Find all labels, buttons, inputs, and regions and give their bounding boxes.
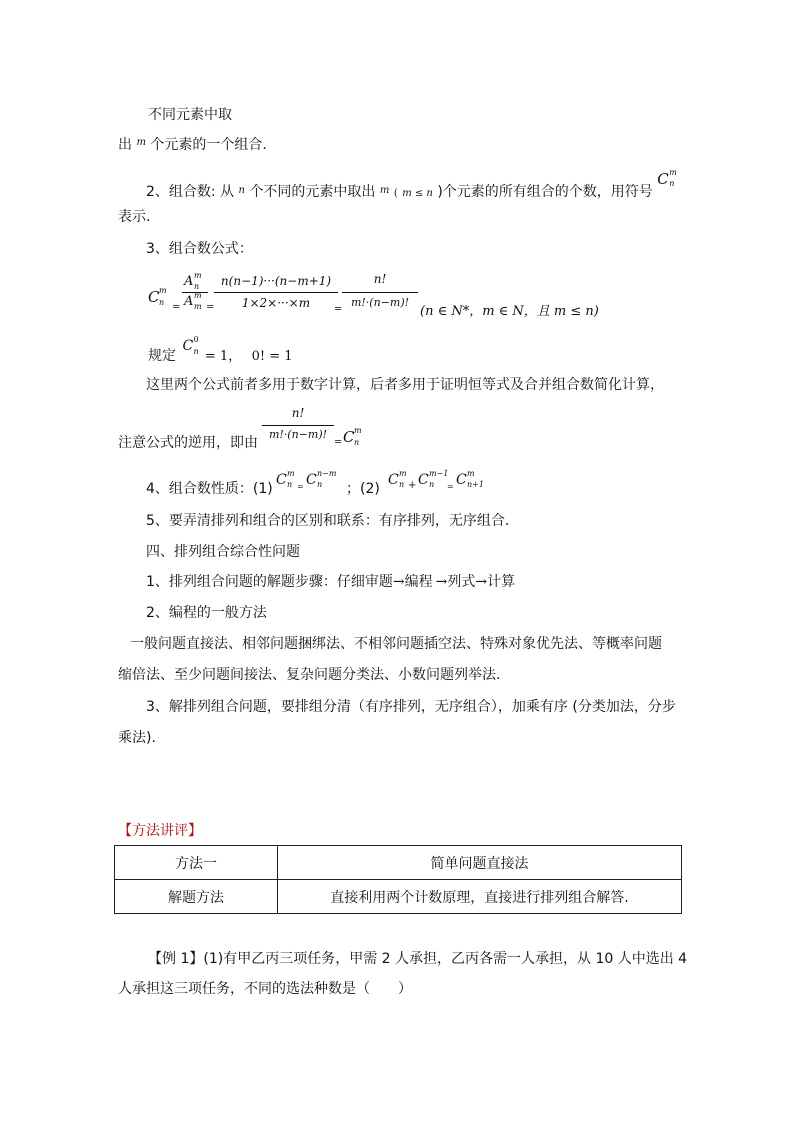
fraction-bar: [342, 292, 418, 293]
text-line: 缩倍法、至少问题间接法、复杂问题分类法、小数问题列举法.: [118, 667, 501, 683]
math-n: n: [238, 185, 245, 196]
domain-condition: (n ∈ N*，m ∈ N，且 m ≤ n): [420, 304, 599, 319]
text-span: 个元素的一个组合.: [150, 137, 267, 153]
math-sup: m: [399, 469, 407, 478]
fraction-bar: [214, 292, 338, 293]
math-sup: m: [194, 291, 202, 300]
text-span: 计算: [487, 574, 516, 590]
math-sup: m: [287, 469, 295, 478]
combination-symbol: [276, 469, 298, 494]
text-line: 4、组合数性质：(1): [146, 481, 273, 497]
text-line: 乘法).: [118, 730, 156, 746]
text-line: [146, 571, 515, 591]
arrow-icon: →: [435, 574, 448, 590]
math-sub: n: [669, 179, 675, 188]
math-m: m: [379, 185, 390, 196]
frac-num: n(n−1)···(n−m+1): [220, 274, 332, 288]
math-sub: n: [287, 480, 293, 489]
rule-value: = 1，: [204, 349, 242, 364]
math-sup: m: [194, 271, 202, 280]
text-line: 一般问题直接法、相邻问题捆绑法、不相邻问题插空法、特殊对象优先法、等概率问题: [130, 636, 662, 652]
combination-symbol: C m n+1: [456, 469, 484, 489]
arrow-icon: →: [475, 574, 488, 590]
math-C: C: [306, 472, 317, 488]
math-C: C: [343, 428, 355, 446]
math-C: C: [148, 288, 160, 306]
text-span: 规定: [148, 348, 176, 364]
combination-symbol: [657, 168, 681, 196]
table-cell: 解题方法: [115, 880, 278, 914]
fraction-bar: [262, 425, 334, 426]
text-span: 个不同的元素中取出: [249, 184, 376, 200]
equals: =: [297, 482, 304, 491]
equals: =: [206, 302, 215, 313]
math-sub: n: [194, 282, 200, 291]
math-A: A: [184, 294, 194, 309]
equals: =: [447, 482, 454, 491]
method-heading: 【方法讲评】: [118, 823, 202, 839]
combination-symbol: [388, 469, 410, 494]
math-sup: m: [159, 286, 167, 295]
math-sup: m: [467, 469, 475, 478]
math-cond: m ≤ n: [402, 188, 433, 199]
math-sup: m: [354, 426, 362, 435]
equals: =: [172, 302, 181, 313]
math-C: C: [182, 338, 194, 354]
combination-symbol: C n−m n: [306, 469, 337, 489]
text-line: [146, 168, 681, 201]
text-span: 2、组合数: 从: [146, 184, 235, 200]
combination-symbol: C m−1 n: [418, 469, 449, 489]
section-heading: 四、排列组合综合性问题: [146, 544, 300, 560]
math-A: A: [184, 274, 194, 289]
frac-den: m!·(n−m)!: [268, 428, 328, 441]
table-cell: 方法一: [115, 846, 278, 880]
math-sub: n: [354, 438, 360, 447]
math-C: C: [456, 472, 467, 488]
method-table: [114, 845, 682, 914]
text-span: 出: [118, 137, 132, 153]
table-cell: 简单问题直接法: [278, 846, 682, 880]
text-span: 编程: [404, 574, 433, 590]
frac-num: n!: [291, 406, 305, 420]
text-span: )个元素的所有组合的个数，用符号: [437, 184, 653, 200]
math-C: C: [388, 472, 399, 488]
math-sub: n: [193, 347, 199, 356]
formula-C: [148, 288, 170, 310]
math-C: C: [276, 472, 287, 488]
text-line: ；(2): [346, 481, 380, 497]
math-sub: n: [429, 480, 435, 489]
text-span: 1、排列组合问题的解题步骤：仔细审题: [146, 574, 393, 590]
math-sub: n: [399, 480, 405, 489]
text-line: 不同元素中取: [148, 107, 232, 123]
math-m: m: [136, 137, 146, 148]
table-cell: 直接利用两个计数原理，直接进行排列组合解答.: [278, 880, 682, 914]
table-row: [115, 846, 682, 880]
frac-num: n!: [373, 272, 387, 286]
frac-den: 1×2×···×m: [241, 296, 311, 310]
arrow-icon: →: [392, 574, 405, 590]
text-line: 2、编程的一般方法: [146, 605, 267, 621]
example-line: 人承担这三项任务，不同的选法种数是（ ）: [118, 981, 412, 997]
equals: =: [334, 304, 343, 315]
equals: =: [334, 437, 343, 448]
table-row: [115, 880, 682, 914]
frac-num: [184, 271, 208, 292]
math-sup: m: [669, 168, 677, 177]
text-line: 表示.: [118, 209, 151, 225]
text-line: [148, 335, 293, 365]
combination-symbol: C 0 n: [182, 335, 199, 356]
text-span: (: [393, 188, 398, 199]
text-line: [118, 134, 267, 154]
rule-value: 0! = 1: [251, 349, 293, 364]
text-line: 5、要弄清排列和组合的区别和联系：有序排列，无序组合.: [146, 513, 510, 529]
frac-den: m!·(n−m)!: [350, 296, 410, 309]
text-span: 列式: [447, 574, 476, 590]
plus: +: [408, 480, 417, 491]
text-line: 这里两个公式前者多用于数字计算，后者多用于证明恒等式及合并组合数简化计算，: [146, 377, 664, 393]
math-C: C: [418, 472, 429, 488]
example-line: 【例 1】(1)有甲乙丙三项任务，甲需 2 人承担，乙丙各需一人承担，从 10 人中选出 4: [148, 951, 688, 967]
math-sub: m: [194, 302, 202, 311]
text-line: 注意公式的逆用，即由: [118, 435, 258, 451]
combination-symbol: [343, 428, 365, 450]
math-C: C: [657, 170, 669, 188]
math-sub: n: [317, 480, 323, 489]
text-line: 3、解排列组合问题，要排组分清（有序排列，无序组合），加乘有序 (分类加法，分步: [146, 699, 676, 715]
math-sub: n: [159, 298, 165, 307]
frac-den: [184, 291, 208, 312]
text-line: 3、组合数公式：: [146, 241, 253, 257]
